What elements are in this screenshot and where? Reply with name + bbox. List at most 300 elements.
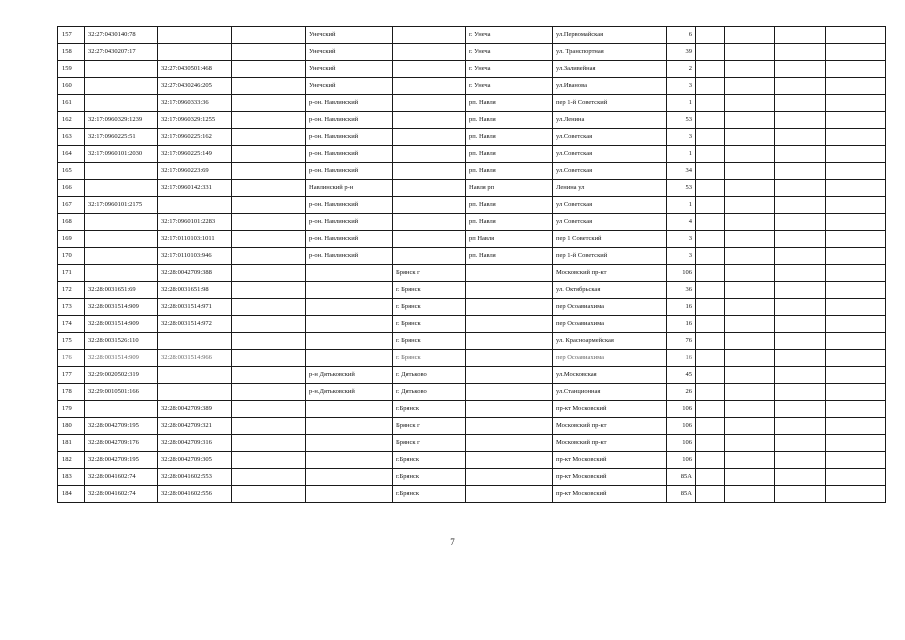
cell-district: р-он. Навлинский — [306, 146, 393, 163]
cell-extra-2 — [725, 384, 775, 401]
cell-cadastral-number-1 — [85, 78, 158, 95]
cell-extra-1 — [696, 469, 725, 486]
cell-extra-2 — [725, 61, 775, 78]
cell-extra-2 — [725, 469, 775, 486]
cell-cadastral-number-1 — [85, 265, 158, 282]
table-row — [58, 350, 886, 367]
cell-city: г.Брянск — [393, 469, 466, 486]
cell-city: Брянск г — [393, 435, 466, 452]
cell-city: г. Брянск — [393, 350, 466, 367]
cell-cadastral-number-2: 32:28:0031514:971 — [158, 299, 232, 316]
cell-cadastral-number-2 — [158, 197, 232, 214]
cell-extra-4 — [826, 469, 886, 486]
cell-cadastral-number-3 — [232, 384, 306, 401]
cell-cadastral-number-3 — [232, 180, 306, 197]
cell-extra-1 — [696, 486, 725, 503]
cell-extra-2 — [725, 112, 775, 129]
cell-house-number: 85А — [667, 486, 696, 503]
cell-extra-1 — [696, 27, 725, 44]
cell-district — [306, 418, 393, 435]
cell-extra-2 — [725, 367, 775, 384]
table-row — [58, 452, 886, 469]
cell-cadastral-number-3 — [232, 452, 306, 469]
cell-settlement: Навля рп — [466, 180, 553, 197]
cell-district: Унечский — [306, 27, 393, 44]
cell-extra-1 — [696, 78, 725, 95]
cell-cadastral-number-2: 32:17:0960329:1255 — [158, 112, 232, 129]
cell-extra-3 — [775, 129, 826, 146]
table-row — [58, 435, 886, 452]
cell-extra-2 — [725, 163, 775, 180]
cell-extra-2 — [725, 401, 775, 418]
cell-extra-4 — [826, 27, 886, 44]
cell-cadastral-number-1: 32:17:0960329:1239 — [85, 112, 158, 129]
cell-cadastral-number-3 — [232, 350, 306, 367]
cell-cadastral-number-3 — [232, 401, 306, 418]
cell-house-number: 34 — [667, 163, 696, 180]
cell-house-number: 45 — [667, 367, 696, 384]
cell-extra-3 — [775, 435, 826, 452]
cell-district — [306, 299, 393, 316]
cell-district — [306, 469, 393, 486]
cell-extra-1 — [696, 282, 725, 299]
property-table-sheet — [57, 26, 865, 503]
cell-row-number: 176 — [58, 350, 85, 367]
cell-settlement — [466, 299, 553, 316]
table-row — [58, 231, 886, 248]
table-row — [58, 129, 886, 146]
cell-city: г. Брянск — [393, 316, 466, 333]
cell-city — [393, 214, 466, 231]
cell-settlement — [466, 282, 553, 299]
cell-district — [306, 316, 393, 333]
cell-settlement: г. Унеча — [466, 27, 553, 44]
cell-street: ул.Советская — [553, 129, 667, 146]
cell-extra-3 — [775, 146, 826, 163]
cell-district — [306, 401, 393, 418]
cell-cadastral-number-1: 32:28:0042709:176 — [85, 435, 158, 452]
cell-cadastral-number-1: 32:17:0960225:51 — [85, 129, 158, 146]
cell-row-number: 181 — [58, 435, 85, 452]
cell-city — [393, 231, 466, 248]
cell-street: ул. Красноармейская — [553, 333, 667, 350]
cell-extra-3 — [775, 486, 826, 503]
cell-extra-3 — [775, 333, 826, 350]
cell-cadastral-number-1 — [85, 95, 158, 112]
cell-extra-3 — [775, 197, 826, 214]
cell-extra-4 — [826, 180, 886, 197]
cell-cadastral-number-1 — [85, 163, 158, 180]
cell-house-number: 39 — [667, 44, 696, 61]
cell-extra-2 — [725, 333, 775, 350]
cell-district: р-он. Навлинский — [306, 197, 393, 214]
cell-row-number: 164 — [58, 146, 85, 163]
cell-cadastral-number-3 — [232, 95, 306, 112]
cell-extra-3 — [775, 95, 826, 112]
cell-city — [393, 248, 466, 265]
cell-house-number: 16 — [667, 316, 696, 333]
cell-street: пер 1 Советский — [553, 231, 667, 248]
cell-house-number: 16 — [667, 350, 696, 367]
cell-cadastral-number-2: 32:27:0430501:468 — [158, 61, 232, 78]
cell-settlement: рп Навля — [466, 231, 553, 248]
cell-city: г. Дятьково — [393, 367, 466, 384]
table-row — [58, 214, 886, 231]
cell-extra-3 — [775, 401, 826, 418]
cell-cadastral-number-2 — [158, 333, 232, 350]
cell-street: Ленина ул — [553, 180, 667, 197]
cell-cadastral-number-1 — [85, 214, 158, 231]
cell-row-number: 178 — [58, 384, 85, 401]
cell-cadastral-number-1: 32:28:0041602:74 — [85, 486, 158, 503]
cell-settlement: рп. Навля — [466, 214, 553, 231]
cell-city — [393, 180, 466, 197]
cell-extra-1 — [696, 214, 725, 231]
cell-house-number: 3 — [667, 129, 696, 146]
cell-row-number: 177 — [58, 367, 85, 384]
cell-street: пер Осоавиахима — [553, 299, 667, 316]
table-row — [58, 180, 886, 197]
cell-cadastral-number-3 — [232, 265, 306, 282]
cell-row-number: 174 — [58, 316, 85, 333]
cell-extra-3 — [775, 452, 826, 469]
cell-extra-1 — [696, 316, 725, 333]
cell-house-number: 53 — [667, 180, 696, 197]
cell-row-number: 162 — [58, 112, 85, 129]
cell-cadastral-number-2: 32:17:0960142:331 — [158, 180, 232, 197]
cell-settlement — [466, 435, 553, 452]
cell-extra-3 — [775, 163, 826, 180]
cell-cadastral-number-3 — [232, 231, 306, 248]
cell-extra-4 — [826, 350, 886, 367]
cell-district — [306, 333, 393, 350]
cell-cadastral-number-1: 32:28:0031514:909 — [85, 316, 158, 333]
cell-district — [306, 435, 393, 452]
table-row — [58, 418, 886, 435]
cell-row-number: 167 — [58, 197, 85, 214]
cell-settlement: рп. Навля — [466, 163, 553, 180]
cell-house-number: 6 — [667, 27, 696, 44]
table-row — [58, 27, 886, 44]
cell-extra-2 — [725, 44, 775, 61]
cell-house-number: 53 — [667, 112, 696, 129]
table-row — [58, 316, 886, 333]
cell-cadastral-number-1: 32:28:0031514:909 — [85, 350, 158, 367]
cell-cadastral-number-3 — [232, 418, 306, 435]
cell-cadastral-number-3 — [232, 44, 306, 61]
cell-cadastral-number-2: 32:28:0041602:556 — [158, 486, 232, 503]
table-row — [58, 146, 886, 163]
cell-extra-4 — [826, 61, 886, 78]
cell-house-number: 1 — [667, 95, 696, 112]
cell-extra-2 — [725, 265, 775, 282]
cell-extra-1 — [696, 61, 725, 78]
cell-cadastral-number-2: 32:17:0110103:1011 — [158, 231, 232, 248]
cell-cadastral-number-1: 32:28:0031526:110 — [85, 333, 158, 350]
cell-extra-3 — [775, 350, 826, 367]
cell-city — [393, 197, 466, 214]
cell-district — [306, 486, 393, 503]
cell-extra-1 — [696, 95, 725, 112]
table-row — [58, 282, 886, 299]
cell-house-number: 2 — [667, 61, 696, 78]
cell-street: пер Осоавиахима — [553, 316, 667, 333]
table-body — [58, 27, 886, 503]
cell-street: ул. Октябрьская — [553, 282, 667, 299]
cell-city: г.Брянск — [393, 401, 466, 418]
cell-extra-2 — [725, 78, 775, 95]
cell-extra-4 — [826, 129, 886, 146]
cell-extra-4 — [826, 367, 886, 384]
cell-cadastral-number-3 — [232, 61, 306, 78]
cell-settlement: рп. Навля — [466, 95, 553, 112]
cell-extra-3 — [775, 44, 826, 61]
cell-cadastral-number-1: 32:17:0960101:2175 — [85, 197, 158, 214]
cell-cadastral-number-2: 32:28:0042709:305 — [158, 452, 232, 469]
cell-extra-4 — [826, 78, 886, 95]
cell-cadastral-number-2: 32:17:0960101:2283 — [158, 214, 232, 231]
cell-city — [393, 44, 466, 61]
cell-cadastral-number-3 — [232, 248, 306, 265]
cell-street: ул Советская — [553, 214, 667, 231]
cell-settlement — [466, 316, 553, 333]
cell-cadastral-number-3 — [232, 282, 306, 299]
cell-row-number: 180 — [58, 418, 85, 435]
cell-street: пр-кт Московский — [553, 452, 667, 469]
cell-city — [393, 78, 466, 95]
cell-extra-1 — [696, 418, 725, 435]
table-row — [58, 384, 886, 401]
cell-city: г. Брянск — [393, 299, 466, 316]
cell-extra-3 — [775, 78, 826, 95]
cell-extra-2 — [725, 214, 775, 231]
cell-cadastral-number-3 — [232, 78, 306, 95]
cell-district: р-он. Навлинский — [306, 231, 393, 248]
page-number: 7 — [450, 537, 455, 547]
cell-city: г. Брянск — [393, 333, 466, 350]
cell-cadastral-number-3 — [232, 27, 306, 44]
table-row — [58, 78, 886, 95]
cell-district: р-он. Навлинский — [306, 214, 393, 231]
cell-extra-3 — [775, 282, 826, 299]
cell-cadastral-number-3 — [232, 333, 306, 350]
cell-city — [393, 112, 466, 129]
cell-extra-1 — [696, 384, 725, 401]
cell-cadastral-number-1 — [85, 248, 158, 265]
cell-street: ул.Ленина — [553, 112, 667, 129]
cell-extra-2 — [725, 231, 775, 248]
cell-cadastral-number-1: 32:17:0960101:2030 — [85, 146, 158, 163]
cell-house-number: 106 — [667, 452, 696, 469]
cell-extra-2 — [725, 27, 775, 44]
cell-extra-4 — [826, 401, 886, 418]
cell-city: г.Брянск — [393, 486, 466, 503]
cell-cadastral-number-1: 32:29:0010501:166 — [85, 384, 158, 401]
cell-extra-1 — [696, 231, 725, 248]
cell-city: г.Брянск — [393, 452, 466, 469]
cell-extra-3 — [775, 316, 826, 333]
cell-street: Московский пр-кт — [553, 435, 667, 452]
cell-extra-3 — [775, 27, 826, 44]
cell-cadastral-number-2: 32:28:0031651:98 — [158, 282, 232, 299]
cell-cadastral-number-2: 32:28:0042709:389 — [158, 401, 232, 418]
table-row — [58, 95, 886, 112]
cell-extra-4 — [826, 163, 886, 180]
table-row — [58, 469, 886, 486]
cell-house-number: 3 — [667, 231, 696, 248]
cell-settlement: рп. Навля — [466, 146, 553, 163]
cell-settlement — [466, 350, 553, 367]
cell-row-number: 172 — [58, 282, 85, 299]
table-row — [58, 248, 886, 265]
cell-extra-4 — [826, 299, 886, 316]
cell-cadastral-number-2: 32:17:0960333:36 — [158, 95, 232, 112]
cell-extra-3 — [775, 299, 826, 316]
cell-city — [393, 27, 466, 44]
cell-cadastral-number-3 — [232, 316, 306, 333]
cell-city — [393, 95, 466, 112]
cell-settlement: г. Унеча — [466, 61, 553, 78]
cell-city: г. Дятьково — [393, 384, 466, 401]
cell-row-number: 158 — [58, 44, 85, 61]
cell-settlement — [466, 401, 553, 418]
cell-cadastral-number-2: 32:28:0042709:321 — [158, 418, 232, 435]
cell-row-number: 160 — [58, 78, 85, 95]
cell-extra-2 — [725, 248, 775, 265]
table-row — [58, 401, 886, 418]
cell-extra-4 — [826, 214, 886, 231]
cell-row-number: 184 — [58, 486, 85, 503]
cell-house-number: 1 — [667, 197, 696, 214]
cell-row-number: 165 — [58, 163, 85, 180]
cell-extra-3 — [775, 180, 826, 197]
cell-cadastral-number-1: 32:29:0020502:319 — [85, 367, 158, 384]
cell-settlement — [466, 384, 553, 401]
cell-settlement: рп. Навля — [466, 197, 553, 214]
cell-extra-1 — [696, 299, 725, 316]
cell-extra-3 — [775, 214, 826, 231]
cell-extra-4 — [826, 95, 886, 112]
cell-extra-3 — [775, 265, 826, 282]
table-row — [58, 333, 886, 350]
cell-city: Брянск г — [393, 418, 466, 435]
cell-street: пер 1-й Советский — [553, 95, 667, 112]
cell-street: ул.Станционная — [553, 384, 667, 401]
cell-house-number: 36 — [667, 282, 696, 299]
cell-house-number: 106 — [667, 418, 696, 435]
cell-extra-3 — [775, 248, 826, 265]
cell-settlement — [466, 418, 553, 435]
cell-cadastral-number-2: 32:17:0960225:149 — [158, 146, 232, 163]
cell-cadastral-number-3 — [232, 146, 306, 163]
cell-row-number: 182 — [58, 452, 85, 469]
cell-cadastral-number-1 — [85, 401, 158, 418]
cell-cadastral-number-1: 32:28:0031651:69 — [85, 282, 158, 299]
cell-extra-2 — [725, 299, 775, 316]
table-row — [58, 299, 886, 316]
cell-extra-1 — [696, 197, 725, 214]
cell-city — [393, 146, 466, 163]
cell-house-number: 26 — [667, 384, 696, 401]
cell-settlement — [466, 486, 553, 503]
cell-district: р-он. Навлинский — [306, 112, 393, 129]
cell-street: ул. Транспортная — [553, 44, 667, 61]
cell-cadastral-number-1 — [85, 180, 158, 197]
cell-cadastral-number-1: 32:28:0041602:74 — [85, 469, 158, 486]
cell-house-number: 16 — [667, 299, 696, 316]
cell-extra-4 — [826, 146, 886, 163]
cell-extra-2 — [725, 418, 775, 435]
cell-street: пр-кт Московский — [553, 469, 667, 486]
cell-cadastral-number-2 — [158, 367, 232, 384]
cell-extra-3 — [775, 469, 826, 486]
cell-cadastral-number-3 — [232, 129, 306, 146]
cell-settlement — [466, 367, 553, 384]
cell-extra-2 — [725, 435, 775, 452]
cell-district: р-он. Навлинский — [306, 163, 393, 180]
cell-district: Унечский — [306, 61, 393, 78]
cell-extra-1 — [696, 350, 725, 367]
cell-extra-2 — [725, 95, 775, 112]
cell-row-number: 159 — [58, 61, 85, 78]
cell-cadastral-number-2 — [158, 27, 232, 44]
cell-extra-1 — [696, 146, 725, 163]
cell-settlement — [466, 452, 553, 469]
cell-cadastral-number-3 — [232, 299, 306, 316]
cell-city — [393, 61, 466, 78]
cell-extra-1 — [696, 265, 725, 282]
cell-cadastral-number-2: 32:28:0031514:972 — [158, 316, 232, 333]
cell-cadastral-number-2: 32:28:0042709:316 — [158, 435, 232, 452]
cell-extra-2 — [725, 180, 775, 197]
cell-extra-4 — [826, 44, 886, 61]
cell-house-number: 106 — [667, 401, 696, 418]
cell-city — [393, 163, 466, 180]
cell-cadastral-number-3 — [232, 197, 306, 214]
cell-settlement: г. Унеча — [466, 78, 553, 95]
cell-extra-1 — [696, 44, 725, 61]
table-row — [58, 44, 886, 61]
cell-street: пр-кт Московский — [553, 401, 667, 418]
cell-cadastral-number-3 — [232, 367, 306, 384]
cell-cadastral-number-3 — [232, 163, 306, 180]
cell-row-number: 173 — [58, 299, 85, 316]
cell-settlement — [466, 469, 553, 486]
cell-extra-4 — [826, 316, 886, 333]
cell-row-number: 168 — [58, 214, 85, 231]
cell-cadastral-number-3 — [232, 112, 306, 129]
cell-cadastral-number-2: 32:28:0041602:553 — [158, 469, 232, 486]
cell-settlement — [466, 265, 553, 282]
cell-row-number: 183 — [58, 469, 85, 486]
cell-extra-2 — [725, 146, 775, 163]
cell-cadastral-number-1 — [85, 231, 158, 248]
table-row — [58, 61, 886, 78]
cell-cadastral-number-2: 32:28:0042709:388 — [158, 265, 232, 282]
cell-row-number: 169 — [58, 231, 85, 248]
cell-extra-2 — [725, 486, 775, 503]
cell-extra-4 — [826, 486, 886, 503]
cell-extra-4 — [826, 452, 886, 469]
cell-street: пер Осоавиахима — [553, 350, 667, 367]
cell-extra-3 — [775, 61, 826, 78]
cell-cadastral-number-1: 32:28:0042709:195 — [85, 452, 158, 469]
cell-street: пр-кт Московский — [553, 486, 667, 503]
cell-district — [306, 282, 393, 299]
cell-city: Брянск г — [393, 265, 466, 282]
cell-extra-4 — [826, 282, 886, 299]
cell-cadastral-number-1: 32:27:0430207:17 — [85, 44, 158, 61]
